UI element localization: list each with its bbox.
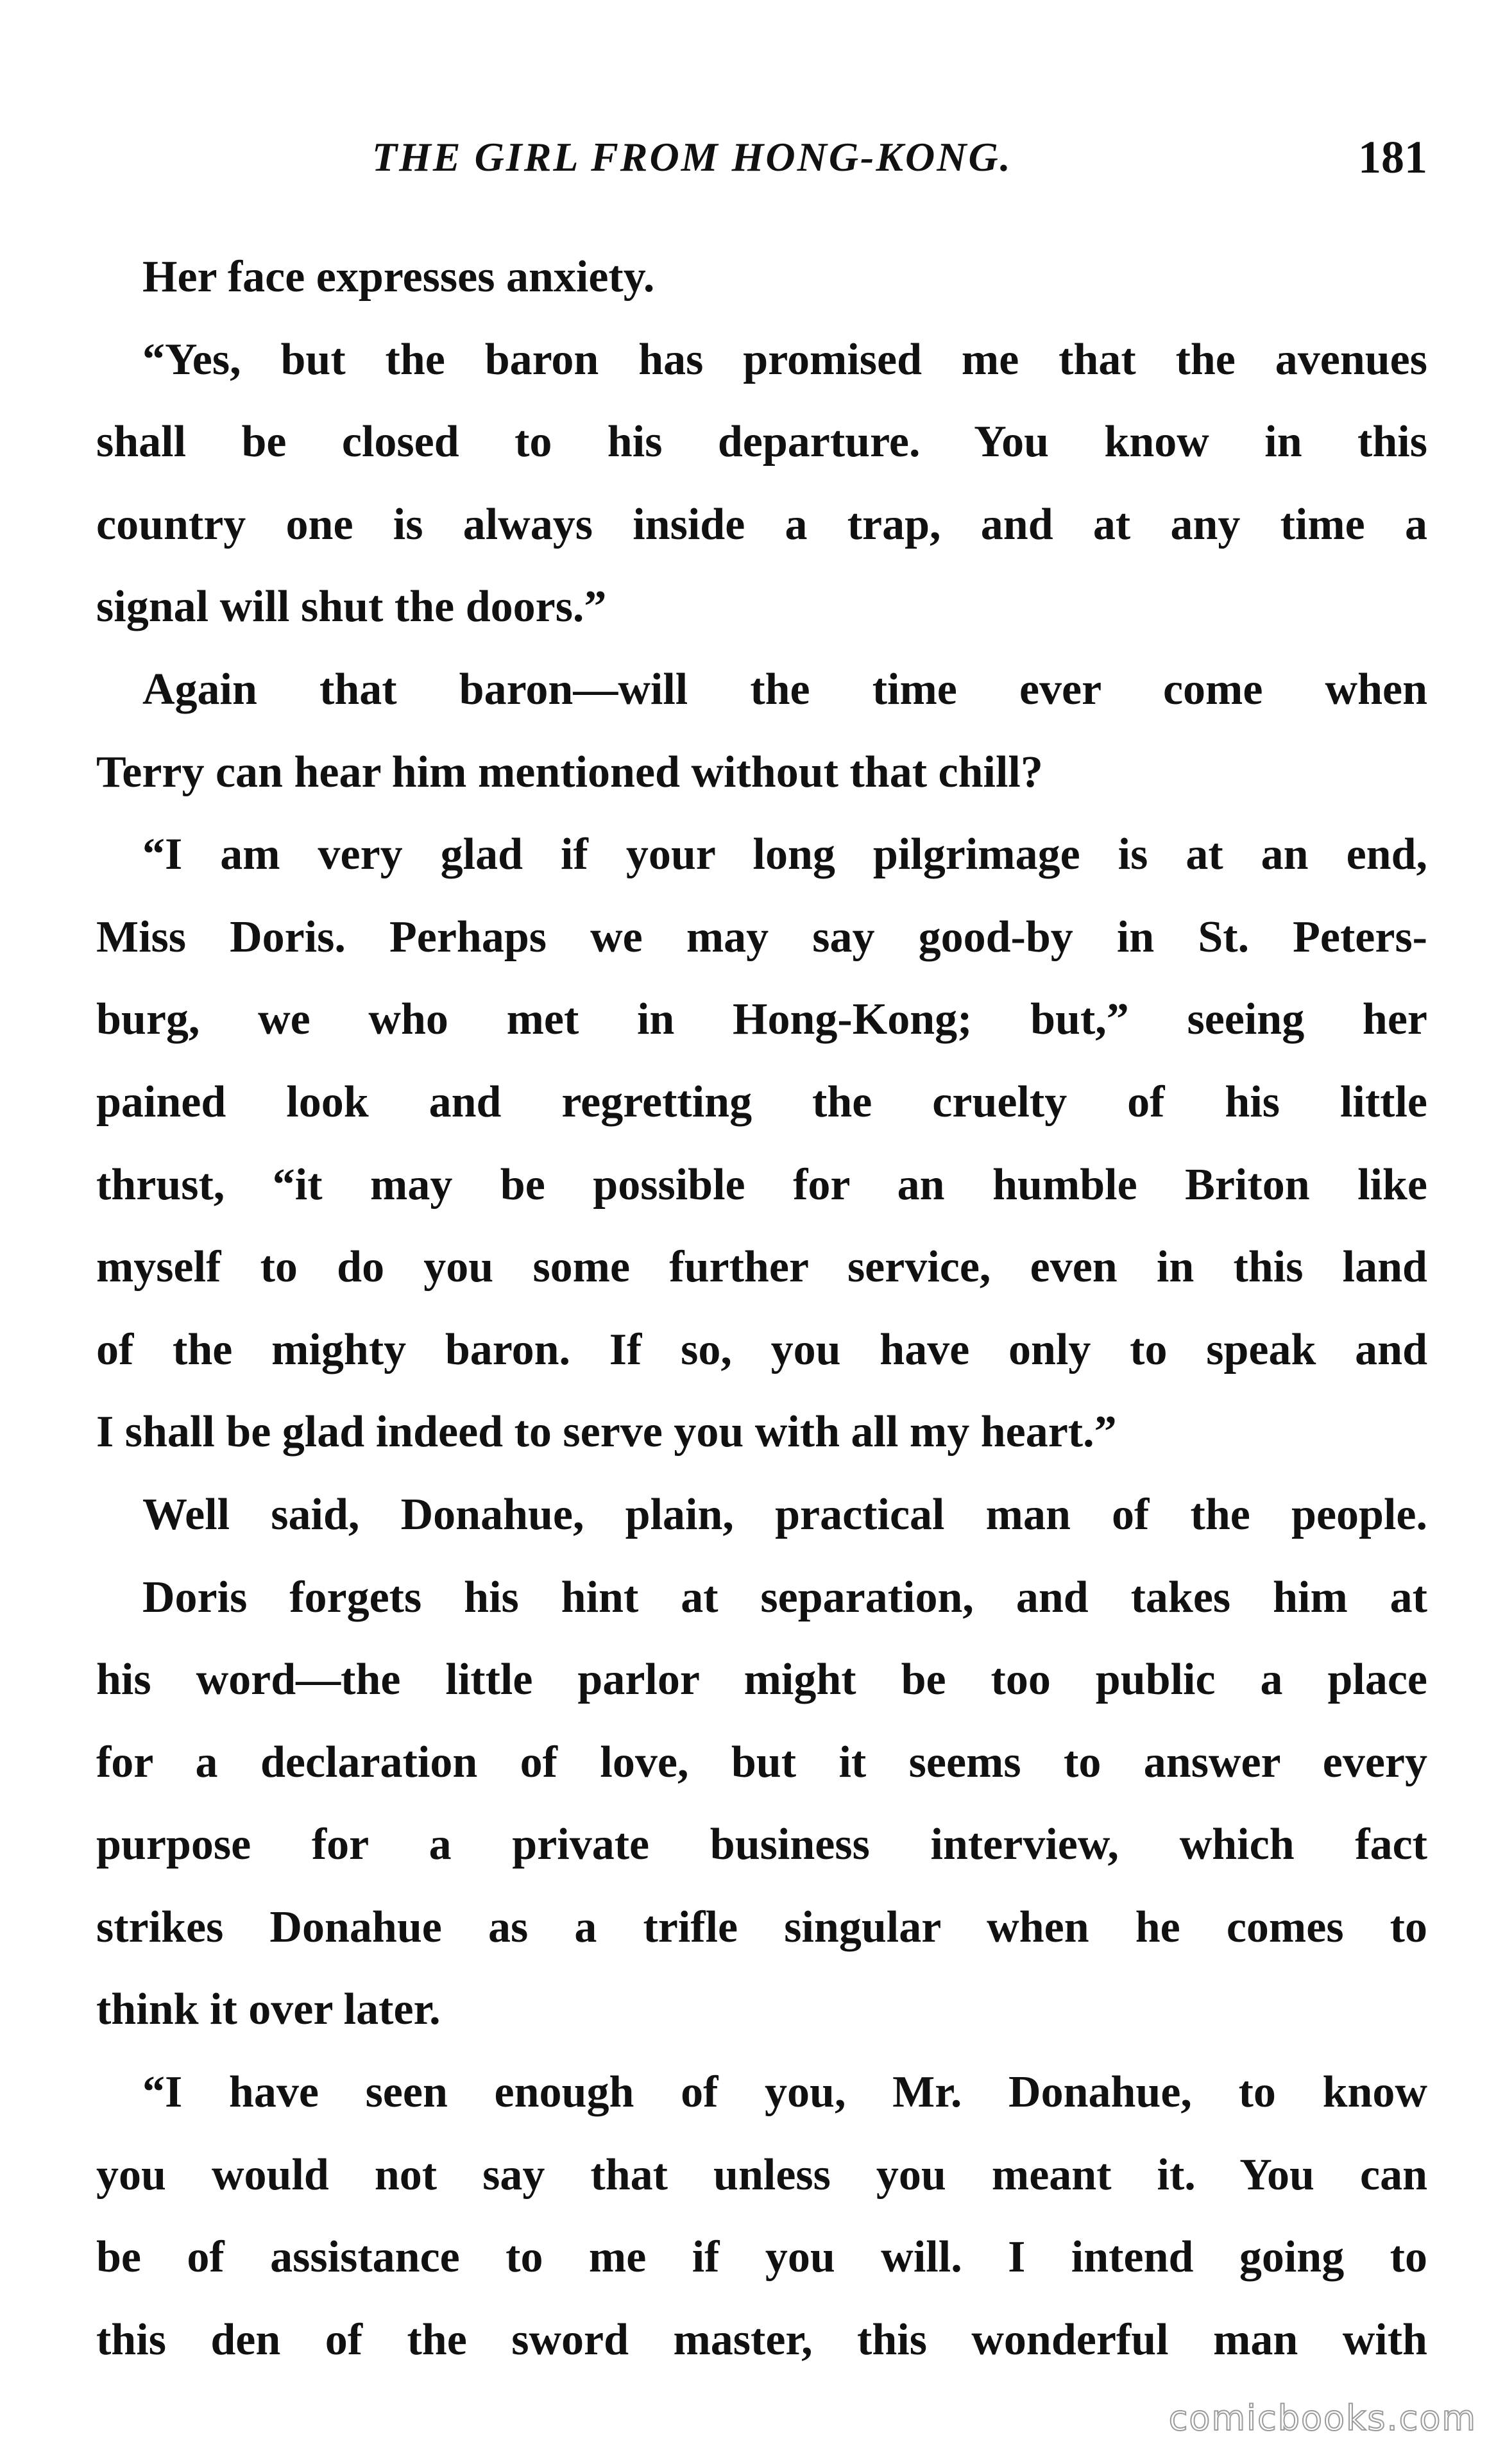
text-line: Her face expresses anxiety. [142, 252, 655, 302]
page-number: 181 [1358, 132, 1427, 183]
text-line: “I have seen enough of you, Mr. Donahue, to know [142, 2067, 1427, 2118]
text-line: shall be closed to his departure. You know in this [96, 417, 1427, 467]
running-head [96, 133, 1427, 191]
text-line: country one is always inside a trap, and at any time a [96, 499, 1427, 549]
text-line: for a declaration of love, but it seems to answer every [96, 1737, 1427, 1787]
text-line: be of assistance to me if you will. I intend going to [96, 2232, 1427, 2282]
text-line: pained look and regretting the cruelty of his little [96, 1077, 1427, 1127]
text-line: I shall be glad indeed to serve you with all my heart.” [96, 1407, 1117, 1457]
text-line: strikes Donahue as a trifle singular when he comes to [96, 1902, 1427, 1952]
text-line: purpose for a private business interview, which fact [96, 1820, 1427, 1870]
text-line: Well said, Donahue, plain, practical man of the people. [142, 1489, 1427, 1539]
text-line: thrust, “it may be possible for an humble Briton like [96, 1159, 1427, 1210]
text-line: “I am very glad if your long pilgrimage is at an end, [142, 830, 1427, 880]
text-line: signal will shut the doors.” [96, 582, 607, 632]
text-line: myself to do you some further service, even in this land [96, 1242, 1427, 1292]
text-line: of the mighty baron. If so, you have only to speak and [96, 1324, 1427, 1374]
text-line: you would not say that unless you meant it. You can [96, 2150, 1427, 2200]
text-line: Again that baron—will the time ever come when [142, 664, 1427, 714]
text-line: Doris forgets his hint at separation, and takes him at [142, 1572, 1427, 1622]
body-text [96, 236, 1427, 2381]
watermark: comicbooks.com [1168, 2398, 1477, 2438]
text-line: “Yes, but the baron has promised me that the avenues [142, 334, 1427, 384]
text-line: burg, we who met in Hong-Kong; but,” seeing her [96, 995, 1427, 1045]
text-line: this den of the sword master, this wonderful man with [96, 2314, 1427, 2365]
text-line: his word—the little parlor might be too public a place [96, 1655, 1427, 1705]
text-line: Miss Doris. Perhaps we may say good-by in St. Peters- [96, 912, 1427, 962]
running-head-title: THE GIRL FROM HONG-KONG. [372, 134, 1012, 180]
text-line: Terry can hear him mentioned without that chill? [96, 747, 1043, 797]
text-line: think it over later. [96, 1985, 441, 2035]
